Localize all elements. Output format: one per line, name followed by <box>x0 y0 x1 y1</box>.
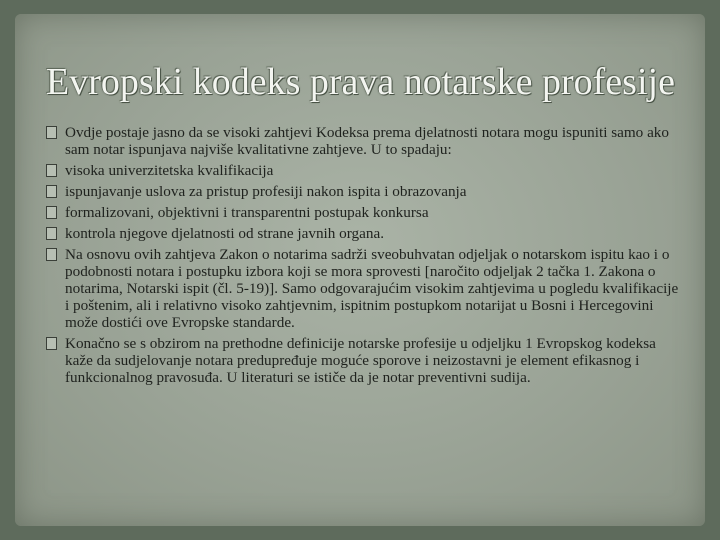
bullet-text: Na osnovu ovih zahtjeva Zakon o notarima sadrži sveobuhvatan odjeljak o notarskom ispitu kao i o podobnosti notara i postupku izbora koji se mora sprovesti [naročito odjeljak 2 tačka 1. Zakona o notarima, Notarski ispit (čl. 5-19)]. Samo odgovarajućim visokim zahtjevima u pogledu kvalifikacije i poštenim, ali i relativno visoko zahtjevnim, ispitnim postupkom notarijat u Bosni i Hercegovini može dostići ove Evropske standarde. <box>65 246 679 331</box>
bullet-list <box>46 124 682 390</box>
bullet-text: ispunjavanje uslova za pristup profesiji nakon ispita i obrazovanja <box>65 183 467 200</box>
square-bullet-icon <box>46 206 57 219</box>
list-item <box>46 183 682 200</box>
list-item <box>46 225 682 242</box>
square-bullet-icon <box>46 248 57 261</box>
list-item <box>46 335 682 386</box>
list-item <box>46 124 682 158</box>
square-bullet-icon <box>46 126 57 139</box>
bullet-text: Konačno se s obzirom na prethodne definicije notarske profesije u odjeljku 1 Evropskog kodeksa kaže da sudjelovanje notara predupređuje moguće sporove i neizostavni je element efikasnog i funkcionalnog pravosuđa. U literaturi se ističe da je notar preventivni sudija. <box>65 335 656 386</box>
bullet-text: Ovdje postaje jasno da se visoki zahtjevi Kodeksa prema djelatnosti notara mogu ispuniti samo ako sam notar ispunjava najviše kvalitativne zahtjeve. U to spadaju: <box>65 124 669 158</box>
list-item <box>46 162 682 179</box>
square-bullet-icon <box>46 164 57 177</box>
square-bullet-icon <box>46 227 57 240</box>
bullet-text: kontrola njegove djelatnosti od strane javnih organa. <box>65 225 384 242</box>
slide-title: Evropski kodeks prava notarske profesije <box>46 61 675 103</box>
list-item <box>46 204 682 221</box>
list-item <box>46 246 682 331</box>
bullet-text: formalizovani, objektivni i transparentni postupak konkursa <box>65 204 429 221</box>
bullet-text: visoka univerzitetska kvalifikacija <box>65 162 274 179</box>
square-bullet-icon <box>46 337 57 350</box>
square-bullet-icon <box>46 185 57 198</box>
